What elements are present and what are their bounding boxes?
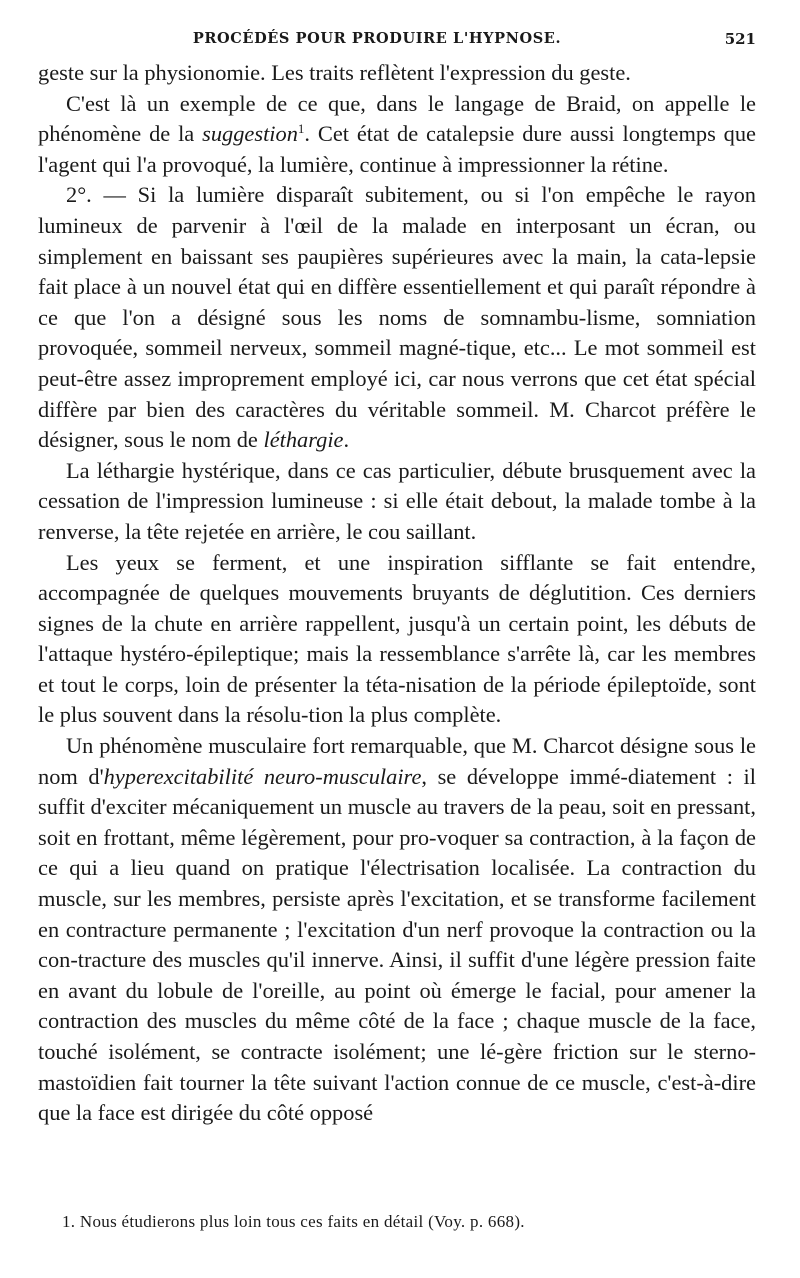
paragraph-2 bbox=[38, 89, 756, 181]
paragraph-6-text-start: Un phénomène musculaire fort remarquable, que M. Charcot désigne sous le nom d' bbox=[38, 733, 756, 789]
paragraph-2-text-start: C'est là un exemple de ce que, dans le langage de Braid, on appelle le phénomène de la bbox=[38, 90, 756, 147]
paragraph-5-text: Les yeux se ferment, et une inspiration sifflante se fait entendre, accompagnée de quelques mouvements bruyants de déglutition. Ces derniers signes de la chute en arrière rappellent, jusqu'à un certain point, les débuts de l'attaque hystéro-épileptique; mais la ressemblance s'arrête là, car les membres et tout le corps, loin de présenter la téta-nisation de la période épileptoïde, sont le plus souvent dans la résolu-tion la plus complète. bbox=[38, 549, 756, 728]
page-number: 521 bbox=[724, 30, 756, 48]
running-head bbox=[38, 28, 756, 58]
footnote bbox=[62, 1212, 762, 1232]
paragraph-4-text: La léthargie hystérique, dans ce cas particulier, débute brusquement avec la cessation de l'impression lumineuse : si elle était debout, la malade tombe à la renverse, la tête rejetée en arrière, le cou saillant. bbox=[38, 457, 756, 544]
paragraph-5 bbox=[38, 548, 756, 732]
term-hyperexcitabilite: hyperexcitabilité neuro-musculaire bbox=[103, 763, 422, 789]
paragraph-1-text: geste sur la physionomie. Les traits reflètent l'expression du geste. bbox=[38, 60, 631, 85]
footnote-text: Nous étudierons plus loin tous ces faits en détail (Voy. p. 668). bbox=[75, 1212, 525, 1231]
body-text bbox=[38, 58, 756, 1129]
footnote-number: 1. bbox=[62, 1212, 76, 1231]
paragraph-6 bbox=[38, 731, 756, 1129]
term-suggestion: suggestion bbox=[202, 121, 298, 147]
footnote-marker: 1 bbox=[297, 121, 305, 137]
paragraph-1 bbox=[38, 58, 756, 89]
paragraph-4 bbox=[38, 456, 756, 548]
paragraph-6-text-end: , se développe immé-diatement : il suffit d'exciter mécaniquement un muscle au travers de la peau, soit en pressant, soit en frottant, même légèrement, pour pro-voquer sa contraction, à la façon de ce qui a lieu quand on pratique l'électrisation localisée. La contraction du muscle, sur les membres, persiste après l'excitation, et se transforme facilement en contracture permanente ; l'excitation d'un nerf provoque la contraction ou la con-tracture des muscles qu'il innerve. Ainsi, il suffit d'une légère pression faite en avant du lobule de l'oreille, au point où émerge le facial, pour amener la contraction des muscles du même côté de la face ; chaque muscle de la face, touché isolément, se contracte isolément; une lé-gère friction sur le sterno-mastoïdien fait tourner la tête suivant l'action connue de ce muscle, c'est-à-dire que la face est dirigée du côté opposé bbox=[38, 763, 756, 1126]
paragraph-2-text-end: . Cet état de catalepsie dure aussi longtemps que l'agent qui l'a provoqué, la lumière, continue à impressionner la rétine. bbox=[38, 121, 756, 177]
term-lethargie: léthargie bbox=[263, 427, 344, 453]
running-title: PROCÉDÉS POUR PRODUIRE L'HYPNOSE. bbox=[192, 30, 562, 47]
paragraph-3-end: . bbox=[343, 427, 350, 453]
paragraph-3 bbox=[38, 180, 756, 455]
paragraph-3-text: — Si la lumière disparaît subitement, ou si l'on empêche le rayon lumineux de parvenir à l'œil de la malade en interposant un écran, ou simplement en baissant ses paupières supérieures avec la main, la cata-lepsie fait place à un nouvel état qui en diffère essentiellement et qui paraît répondre à ce que l'on a désigné sous les noms de somnambu-lisme, somniation provoquée, sommeil nerveux, sommeil magné-tique, etc... Le mot sommeil est peut-être assez improprement employé ici, car nous verrons que cet état spécial diffère par bien des caractères du véritable sommeil. M. Charcot préfère le désigner, sous le nom de bbox=[38, 182, 756, 453]
section-number: 2°. bbox=[66, 182, 92, 208]
